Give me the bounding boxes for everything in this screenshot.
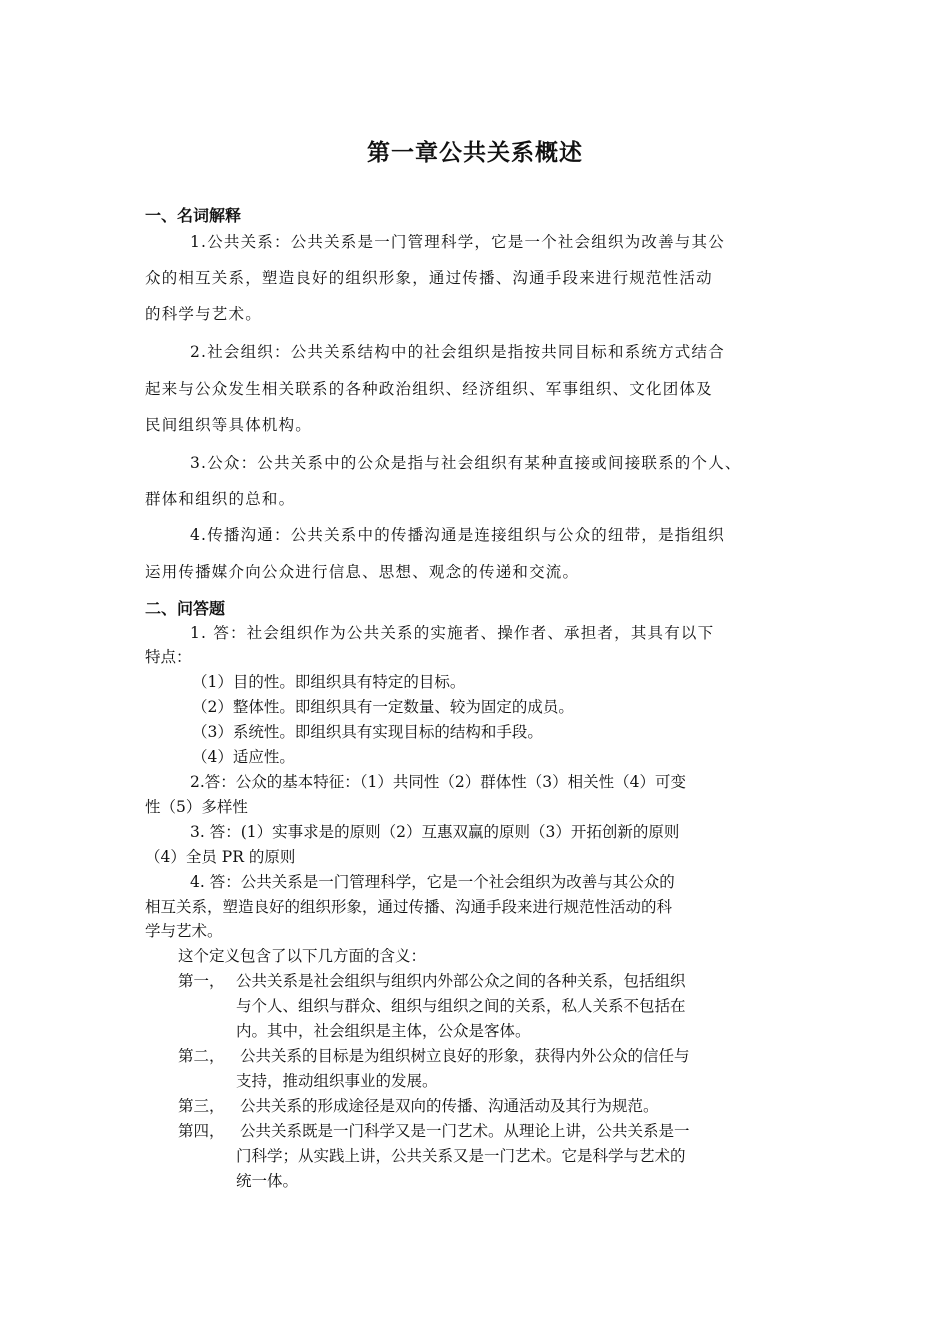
- point-1-label: 第一，: [178, 972, 225, 990]
- section-heading-terms: 一、名词解释: [145, 206, 242, 225]
- point-2-line-2: 支持，推动组织事业的发展。: [236, 1072, 438, 1090]
- point-4-line-2: 门科学；从实践上讲，公共关系又是一门艺术。它是科学与艺术的: [236, 1147, 686, 1165]
- point-1-line-1: 公共关系是社会组织与组织内外部公众之间的各种关系，包括组织: [236, 972, 686, 990]
- answer-1-item-4: （4）适应性。: [192, 748, 295, 766]
- point-4-line-1: 公共关系既是一门科学又是一门艺术。从理论上讲，公共关系是一: [240, 1122, 690, 1140]
- term-3-line-2: 群体和组织的总和。: [145, 490, 296, 508]
- term-4-line-2: 运用传播媒介向公众进行信息、思想、观念的传递和交流。: [145, 563, 580, 581]
- answer-4-line-1: 4. 答：公共关系是一门管理科学，它是一个社会组织为改善与其公众的: [190, 873, 675, 891]
- point-2-line-1: 公共关系的目标是为组织树立良好的形象，获得内外公众的信任与: [240, 1047, 690, 1065]
- point-3-label: 第三，: [178, 1097, 225, 1115]
- term-2-line-2: 起来与公众发生相关联系的各种政治组织、经济组织、军事组织、文化团体及: [145, 380, 713, 398]
- answer-4-line-3: 学与艺术。: [145, 922, 223, 940]
- answer-2-line-1: 2.答：公众的基本特征：（1）共同性（2）群体性（3）相关性（4）可变: [190, 773, 686, 791]
- answer-1-item-1: （1）目的性。即组织具有特定的目标。: [192, 673, 466, 691]
- term-1-line-2: 众的相互关系，塑造良好的组织形象，通过传播、沟通手段来进行规范性活动: [145, 269, 713, 287]
- term-2-line-3: 民间组织等具体机构。: [145, 416, 313, 434]
- term-1-line-1: 1.公共关系：公共关系是一门管理科学，它是一个社会组织为改善与其公: [190, 233, 725, 251]
- section-heading-qa: 二、问答题: [145, 599, 226, 618]
- answer-1-item-2: （2）整体性。即组织具有一定数量、较为固定的成员。: [192, 698, 574, 716]
- answer-4-intro: 这个定义包含了以下几方面的含义：: [178, 947, 427, 965]
- point-4-line-3: 统一体。: [236, 1172, 299, 1190]
- answer-3-line-2: （4）全员 PR 的原则: [145, 848, 296, 866]
- answer-4-line-2: 相互关系，塑造良好的组织形象，通过传播、沟通手段来进行规范性活动的科: [145, 898, 673, 916]
- term-1-line-3: 的科学与艺术。: [145, 305, 262, 323]
- page-title: 第一章公共关系概述: [367, 140, 583, 166]
- answer-3-line-1: 3. 答：(1）实事求是的原则（2）互惠双赢的原则（3）开拓创新的原则: [190, 823, 680, 841]
- term-4-line-1: 4.传播沟通：公共关系中的传播沟通是连接组织与公众的纽带，是指组织: [190, 526, 725, 544]
- point-1-line-3: 内。其中，社会组织是主体，公众是客体。: [236, 1022, 531, 1040]
- answer-1-item-3: （3）系统性。即组织具有实现目标的结构和手段。: [192, 723, 543, 741]
- point-2-label: 第二，: [178, 1047, 225, 1065]
- answer-1-line-1: 1. 答：社会组织作为公共关系的实施者、操作者、承担者，其具有以下: [190, 624, 715, 642]
- answer-1-line-2: 特点：: [145, 648, 192, 666]
- term-2-line-1: 2.社会组织：公共关系结构中的社会组织是指按共同目标和系统方式结合: [190, 343, 725, 361]
- point-1-line-2: 与个人、组织与群众、组织与组织之间的关系，私人关系不包括在: [236, 997, 686, 1015]
- point-4-label: 第四，: [178, 1122, 225, 1140]
- answer-2-line-2: 性（5）多样性: [145, 798, 248, 816]
- point-3-line-1: 公共关系的形成途径是双向的传播、沟通活动及其行为规范。: [240, 1097, 659, 1115]
- term-3-line-1: 3.公众：公共关系中的公众是指与社会组织有某种直接或间接联系的个人、: [190, 454, 742, 472]
